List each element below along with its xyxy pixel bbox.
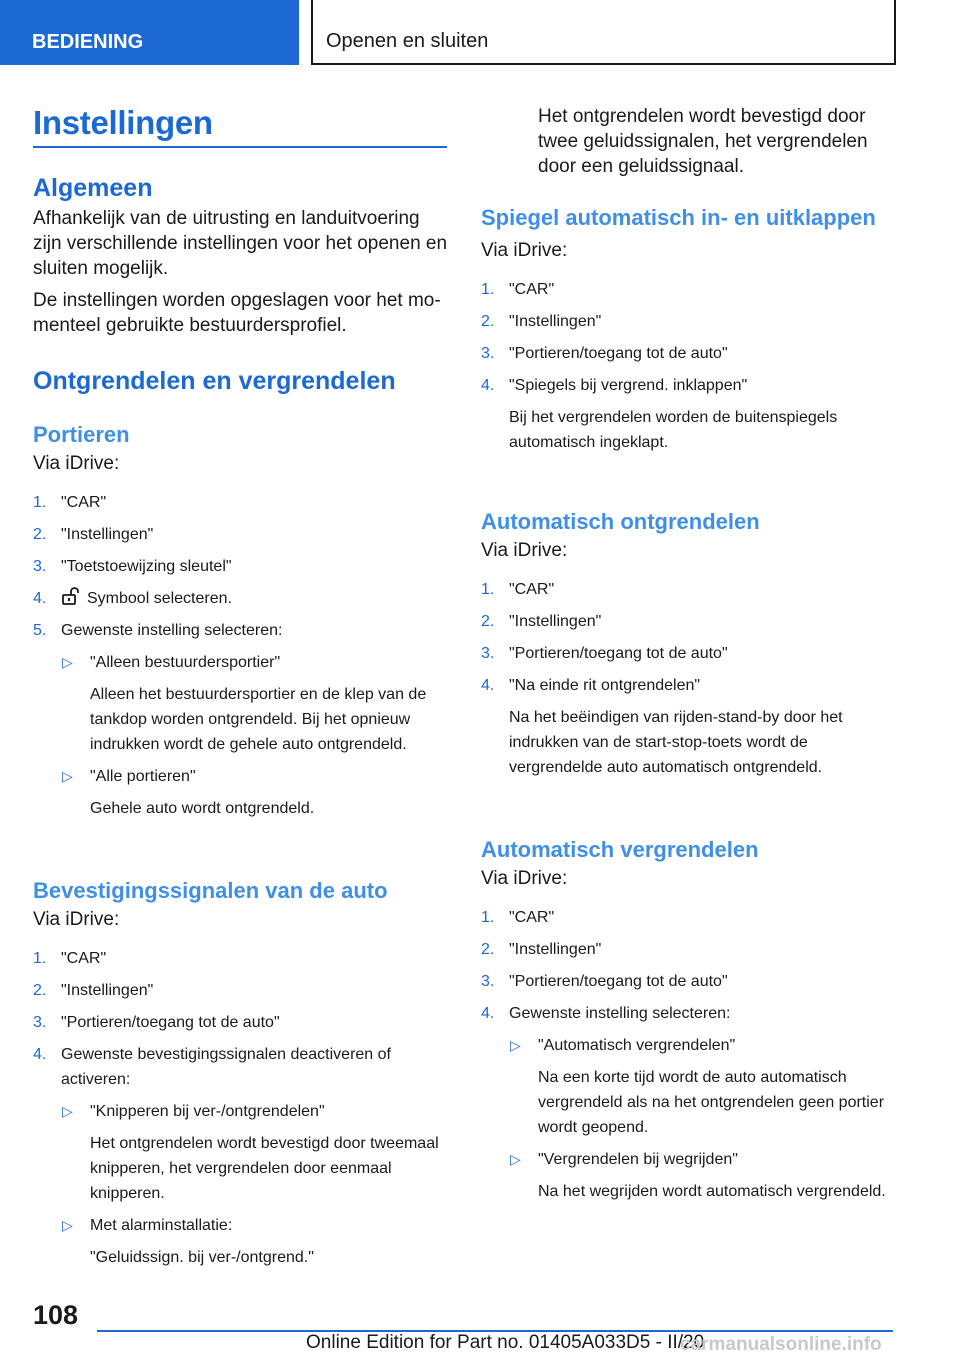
list-item: 3. "Toetstoewijzing sleutel"	[33, 558, 232, 575]
auto-vergrendelen-options	[509, 1033, 893, 1204]
triangle-right-icon: ▷	[62, 1217, 73, 1233]
section-spiegel	[481, 204, 893, 462]
section-bevestiging	[33, 877, 449, 1277]
list-item: 3. "Portieren/toegang tot de auto"	[481, 645, 728, 662]
spiegel-via: Via iDrive:	[481, 240, 568, 261]
list-item: 2. "Instellingen"	[481, 613, 602, 630]
triangle-right-icon: ▷	[62, 768, 73, 784]
list-item: 2. "Instellingen"	[33, 982, 154, 999]
spiegel-steps	[481, 277, 893, 455]
heading-ontgrendelen-vergrendelen: Ontgrendelen en vergrendelen	[33, 367, 396, 395]
header-section-label: BEDIENING	[32, 31, 144, 53]
heading-automatisch-ontgrendelen: Automatisch ontgrendelen	[481, 509, 760, 534]
list-item: 3. "Portieren/toegang tot de auto"	[481, 345, 728, 362]
triangle-right-icon: ▷	[510, 1151, 521, 1167]
list-item: 4. Symbool selecteren.	[33, 586, 449, 611]
heading-algemeen: Algemeen	[33, 174, 153, 202]
option-item: ▷ "Alle portieren" Gehele auto wordt ontgrendeld.	[61, 764, 449, 821]
option-item: ▷ Met alarminstallatie: "Geluidssign. bij ver-/ontgrend."	[61, 1213, 449, 1270]
heading-automatisch-vergrendelen: Automatisch vergrendelen	[481, 837, 759, 862]
option-item: ▷ "Knipperen bij ver-/ontgrendelen" Het ontgrendelen wordt bevestigd door tweemaal knipperen, het vergrendelen door eenmaal knipperen.	[61, 1099, 449, 1206]
list-item: 4. "Na einde rit ontgrendelen" Na het beëindigen van rijden-stand-by door het indrukken van de start-stop-toets wordt de vergrendelde auto automatisch ontgrendeld.	[481, 677, 843, 776]
auto-ontgrendelen-steps	[481, 577, 893, 780]
auto-vergrendelen-via: Via iDrive:	[481, 868, 568, 889]
list-item: 1. "CAR"	[481, 281, 555, 298]
list-item: 3. "Portieren/toegang tot de auto"	[481, 973, 728, 990]
portieren-via: Via iDrive:	[33, 453, 120, 474]
portieren-options	[61, 650, 449, 821]
algemeen-paragraph-2: De instellingen worden opgeslagen voor het momenteel gebruikte bestuurdersprofiel.	[33, 290, 441, 336]
watermark: carmanualsonline.info	[680, 1334, 882, 1355]
option-item: ▷ "Alleen bestuurdersportier" Alleen het bestuurdersportier en de klep van de tankdop worden ontgrendeld. Bij het opnieuw indrukken wordt de gehele auto ontgrendeld.	[61, 650, 449, 757]
section-automatisch-vergrendelen	[481, 836, 893, 1211]
heading-bevestiging: Bevestigingssignalen van de auto	[33, 878, 388, 903]
portieren-steps	[33, 490, 449, 821]
unlock-icon	[61, 586, 81, 606]
list-item: 2. "Instellingen"	[481, 313, 602, 330]
list-item: 2. "Instellingen"	[481, 941, 602, 958]
list-item: 1. "CAR"	[33, 494, 107, 511]
section-portieren	[33, 421, 449, 828]
algemeen-paragraph-1: Afhankelijk van de uitrusting en landuitvoering zijn verschillende instellingen voor het openen en sluiten mogelijk.	[33, 208, 448, 279]
list-item: 2. "Instellingen"	[33, 526, 154, 543]
bevestiging-steps	[33, 946, 449, 1270]
page-title: Instellingen	[33, 104, 213, 141]
triangle-right-icon: ▷	[510, 1037, 521, 1053]
option-item: ▷ "Automatisch vergrendelen" Na een korte tijd wordt de auto automatisch vergrendeld als na het ontgrendelen geen portier wordt geopend.	[509, 1033, 893, 1140]
list-item: 1. "CAR"	[33, 950, 107, 967]
section-automatisch-ontgrendelen	[481, 508, 893, 787]
auto-vergrendelen-steps	[481, 905, 893, 1204]
list-item: 4. Gewenste instelling selecteren: ▷ "Automatisch vergrendelen" Na een korte tijd wordt de auto automatisch vergrendeld als na het ontgrendelen geen portier wordt geopend. ▷ "Vergrendelen bij wegrijden" Na het wegrijden wordt automatisch vergrendeld.	[481, 1001, 893, 1204]
section-algemeen	[33, 173, 449, 338]
auto-ontgrendelen-via: Via iDrive:	[481, 540, 568, 561]
title-rule	[33, 146, 447, 148]
bevestiging-options	[61, 1099, 449, 1270]
page-number: 108	[33, 1300, 79, 1330]
triangle-right-icon: ▷	[62, 654, 73, 670]
bevestiging-via: Via iDrive:	[33, 909, 120, 930]
heading-spiegel: Spiegel automatisch in- en uitklappen	[481, 205, 876, 230]
header-chapter-label: Openen en sluiten	[326, 30, 489, 52]
continued-paragraph: Het ontgrendelen wordt bevestigd door twee geluidssignalen, het vergrendelen door een geluidssignaal.	[538, 106, 868, 177]
triangle-right-icon: ▷	[62, 1103, 73, 1119]
list-item: 1. "CAR"	[481, 909, 555, 926]
footer-edition: Online Edition for Part no. 01405A033D5 - II/20	[306, 1332, 705, 1353]
heading-portieren: Portieren	[33, 422, 130, 447]
list-item: 4. Gewenste bevestigingssignalen deactiveren of activeren: ▷ "Knipperen bij ver-/ontgrendelen" Het ontgrendelen wordt bevestigd door tweemaal knipperen, het vergrendelen door eenmaal knipperen. ▷ Met alarminstallatie: "Geluidssign. bij ver-/ontgrend."	[33, 1042, 449, 1270]
option-item: ▷ "Vergrendelen bij wegrijden" Na het wegrijden wordt automatisch vergrendeld.	[509, 1147, 893, 1204]
list-item: 3. "Portieren/toegang tot de auto"	[33, 1014, 280, 1031]
list-item: 4. "Spiegels bij vergrend. inklappen" Bij het vergrendelen worden de buitenspiegels automatisch ingeklapt.	[481, 377, 838, 451]
list-item: 5. Gewenste instelling selecteren: ▷ "Alleen bestuurdersportier" Alleen het bestuurdersportier en de klep van de tankdop worden ontgrendeld. Bij het opnieuw indrukken wordt de gehele auto ontgrendeld. ▷ "Alle portieren" Gehele auto wordt ontgrendeld.	[33, 618, 449, 821]
list-item: 1. "CAR"	[481, 581, 555, 598]
